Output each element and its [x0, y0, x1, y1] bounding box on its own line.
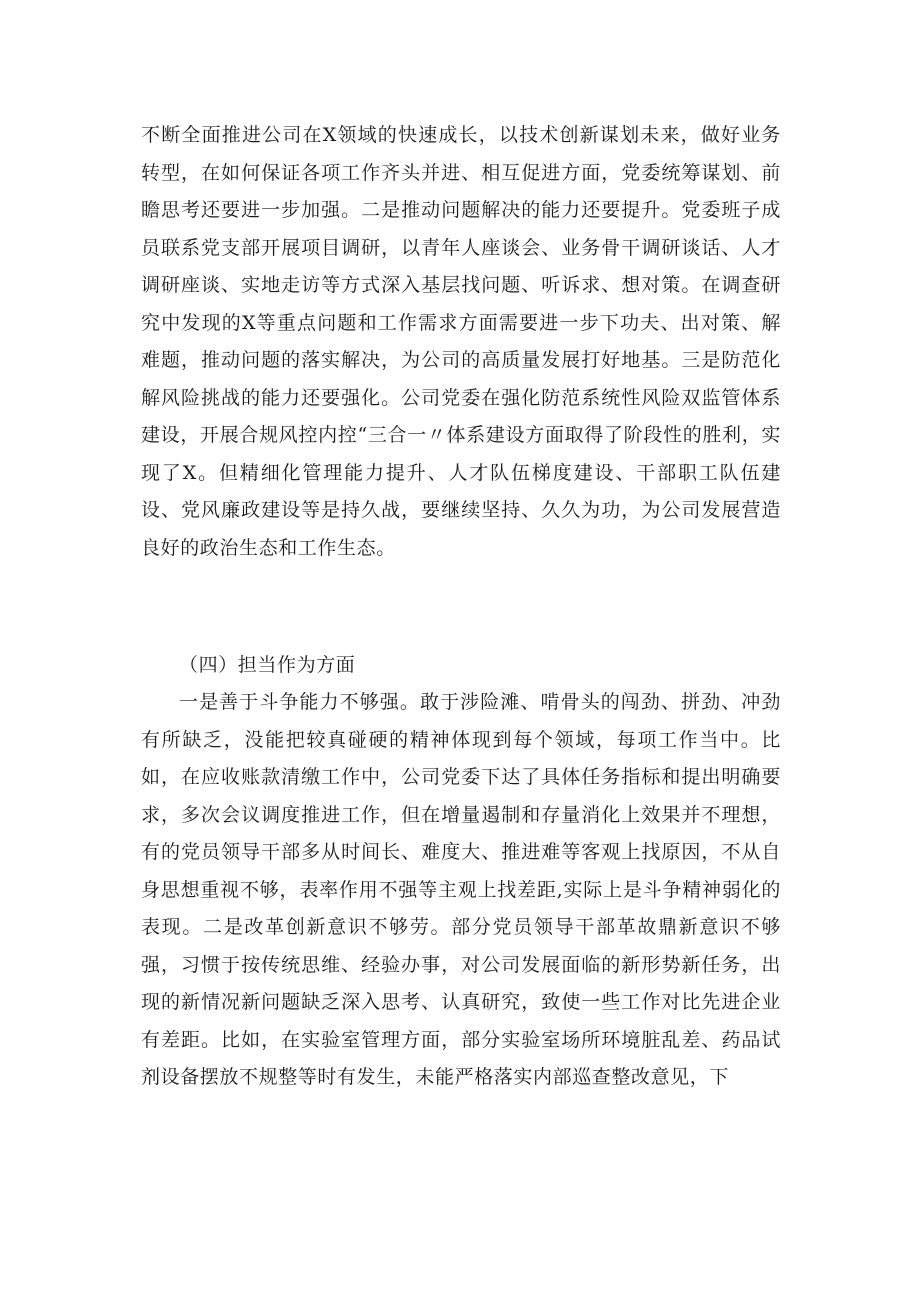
- paragraph-continued: 不断全面推进公司在X领域的快速成长，以技术创新谋划未来，做好业务转型，在如何保证各项工作齐头并进、相互促进方面，党委统筹谋划、前瞻思考还要进一步加强。二是推动问题解决的能力还要提升。党委班子成员联系党支部开展项目调研，以青年人座谈会、业务骨干调研谈话、人才调研座谈、实地走访等方式深入基层找问题、听诉求、想对策。在调查研究中发现的X等重点问题和工作需求方面需要进一步下功夫、出对策、解难题，推动问题的落实解决，为公司的高质量发展打好地基。三是防范化解风险挑战的能力还要强化。公司党委在强化防范系统性风险双监管体系建设，开展合规风控内控“三合一〃体系建设方面取得了阶段性的胜利，实现了X。但精细化管理能力提升、人才队伍梯度建设、干部职工队伍建设、党风廉政建设等是持久战，要继续坚持、久久为功，为公司发展营造良好的政治生态和工作生态。: [141, 124, 781, 559]
- paragraph-courage: 一是善于斗争能力不够强。敢于涉险滩、啃骨头的闯劲、拼劲、冲劲有所缺乏，没能把较真碰硬的精神体现到每个领域，每项工作当中。比如，在应收账款清缴工作中，公司党委下达了具体任务指标和提出明确要求，多次会议调度推进工作，但在增量遏制和存量消化上效果并不理想，有的党员领导干部多从时间长、难度大、推进难等客观上找原因，不从自身思想重视不够，表率作用不强等主观上找差距,实际上是斗争精神弱化的表现。二是改革创新意识不够劳。部分党员领导干部革故鼎新意识不够强，习惯于按传统思维、经验办事，对公司发展面临的新形势新任务，出现的新情况新问题缺乏深入思考、认真研究，致使一些工作对比先进企业有差距。比如，在实验室管理方面，部分实验室场所环境脏乱差、药品试剂设备摆放不规整等时有发生，未能严格落实内部巡查整改意见，下: [141, 691, 781, 1088]
- section-heading: （四）担当作为方面: [179, 654, 356, 676]
